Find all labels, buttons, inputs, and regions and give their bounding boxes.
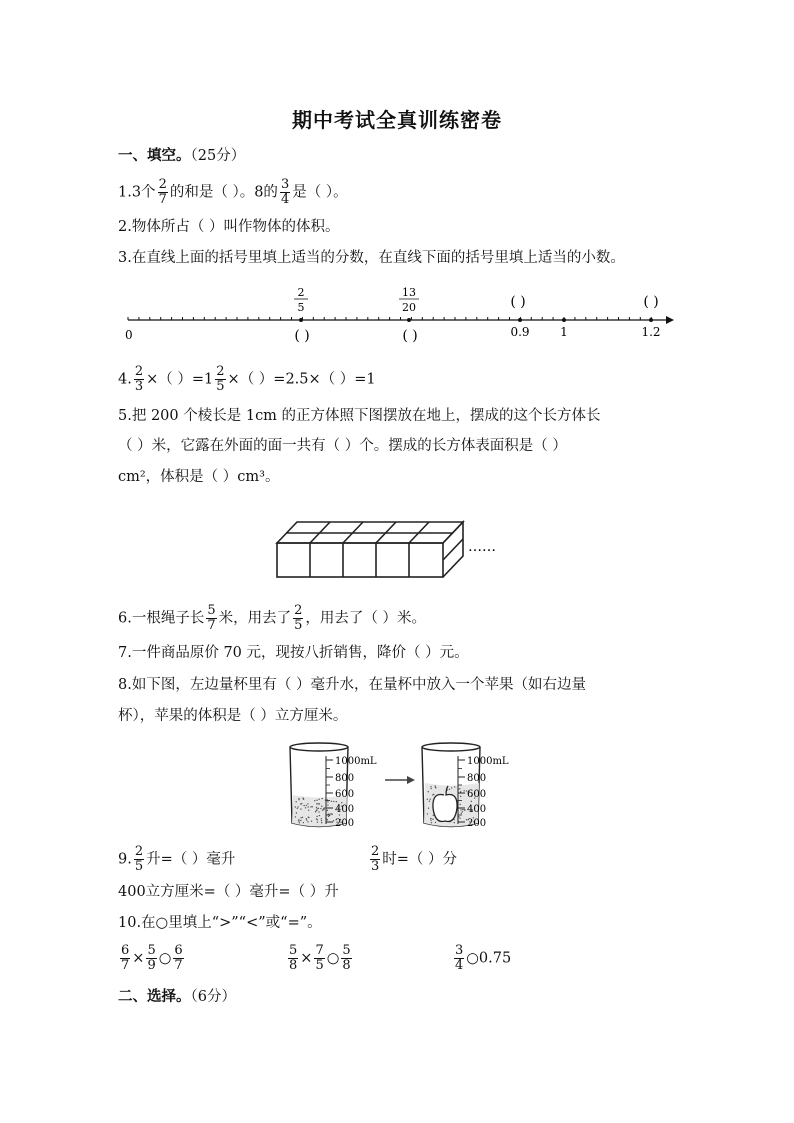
water-dot xyxy=(323,809,324,810)
water-dot xyxy=(310,806,311,807)
cube-row-figure xyxy=(270,515,530,585)
water-dot xyxy=(307,803,308,804)
water-dot xyxy=(431,822,432,823)
operator: × xyxy=(300,950,313,967)
fraction xyxy=(134,365,144,394)
water-dot xyxy=(427,799,428,800)
numerator: 3 xyxy=(455,943,464,958)
q6-text-1: 6.一根绳子长 xyxy=(118,610,205,627)
scale-label: 600 xyxy=(467,789,487,800)
water-dot xyxy=(461,813,462,814)
water-dot xyxy=(312,806,313,807)
measuring-cups-figure xyxy=(282,740,532,832)
numerator: 6 xyxy=(174,943,183,958)
water-dot xyxy=(460,796,461,797)
fraction xyxy=(173,944,183,973)
water-dot xyxy=(295,801,296,802)
water-dot xyxy=(322,809,323,810)
question-8-line-1: 8.如下图，左边量杯里有（ ）毫升水，在量杯中放入一个苹果（如右边量 xyxy=(118,677,586,693)
water-dot xyxy=(308,810,309,811)
numerator: 13 xyxy=(402,286,416,299)
water-dot xyxy=(303,805,304,806)
water-dot xyxy=(459,788,460,789)
water-dot xyxy=(317,819,318,820)
denominator: 5 xyxy=(315,958,324,973)
denominator: 7 xyxy=(207,618,216,633)
denominator: 20 xyxy=(402,301,416,314)
above-blank-2[interactable]: ( ) xyxy=(643,294,659,310)
water-dot xyxy=(327,801,328,802)
question-5-line-2: （ ）米，它露在外面的面一共有（ ）个。摆成的长方体表面积是（ ） xyxy=(118,438,567,454)
scale-label: 600 xyxy=(335,789,355,800)
water-dot xyxy=(451,787,452,788)
water-dot xyxy=(460,809,461,810)
scale-label: 400 xyxy=(335,804,355,815)
point-marker xyxy=(407,318,411,322)
water-dot xyxy=(321,820,322,821)
compare-circle[interactable]: ○ xyxy=(326,950,340,967)
water-dot xyxy=(317,821,318,822)
question-7: 7.一件商品原价 70 元，现按八折销售，降价（ ）元。 xyxy=(118,645,469,661)
water-dot xyxy=(311,821,312,822)
question-1 xyxy=(118,178,348,207)
right-measuring-cup xyxy=(422,743,509,829)
question-6 xyxy=(118,604,426,633)
question-4 xyxy=(118,365,376,394)
denominator: 5 xyxy=(216,379,225,394)
denominator: 8 xyxy=(342,958,351,973)
denominator: 3 xyxy=(371,859,380,874)
above-fraction-13-20 xyxy=(399,286,419,314)
water-dot xyxy=(316,800,317,801)
water-dot xyxy=(430,788,431,789)
below-blank-1[interactable]: ( ) xyxy=(294,328,310,344)
water-dot xyxy=(320,808,321,809)
question-5-line-1: 5.把 200 个棱长是 1cm 的正方体照下图摆放在地上，摆成的这个长方体长 xyxy=(118,408,601,424)
q9-text-2: 升=（ ）毫升 xyxy=(146,851,236,868)
fraction xyxy=(158,178,168,207)
water-dot xyxy=(319,815,320,816)
label-zero: 0 xyxy=(125,328,133,342)
water-dot xyxy=(463,790,464,791)
denominator: 9 xyxy=(147,958,156,973)
question-9-line-1b xyxy=(368,845,457,874)
numerator: 2 xyxy=(134,844,144,859)
numerator: 2 xyxy=(216,364,225,379)
water-dot xyxy=(299,822,300,823)
fraction xyxy=(293,604,303,633)
numerator: 5 xyxy=(207,603,216,618)
water-dot xyxy=(432,819,433,820)
numerator: 6 xyxy=(121,943,130,958)
question-2: 2.物体所占（ ）叫作物体的体积。 xyxy=(118,219,340,235)
denominator: 7 xyxy=(174,958,183,973)
water-dot xyxy=(298,799,299,800)
water-dot xyxy=(303,822,304,823)
water-dot xyxy=(315,811,316,812)
water-dot xyxy=(327,804,328,805)
numerator: 2 xyxy=(297,286,305,299)
fraction xyxy=(206,604,216,633)
q9-text-1: 9. xyxy=(118,851,132,868)
water-dot xyxy=(314,800,315,801)
compare-tail: ○0.75 xyxy=(466,950,512,967)
water-dot xyxy=(459,804,460,805)
water-dot xyxy=(329,813,330,814)
fraction xyxy=(341,944,351,973)
number-line xyxy=(118,282,678,352)
water-dot xyxy=(319,803,320,804)
water-dot xyxy=(297,808,298,809)
water-dot xyxy=(327,819,328,820)
comparison-2 xyxy=(286,944,354,973)
label-0-9: 0.9 xyxy=(510,325,530,339)
fraction xyxy=(288,944,298,973)
section-1-score: （25分） xyxy=(190,148,246,164)
water-dot xyxy=(430,798,431,799)
water-dot xyxy=(321,822,322,823)
fraction xyxy=(280,178,290,207)
denominator: 8 xyxy=(289,958,298,973)
q6-text-2: 米，用去了 xyxy=(218,610,292,627)
water-dot xyxy=(317,803,318,804)
water-dot xyxy=(295,806,296,807)
water-dot xyxy=(331,801,332,802)
water-dot xyxy=(430,786,431,787)
water-dot xyxy=(306,805,307,806)
above-blank-1[interactable]: ( ) xyxy=(510,294,526,310)
numerator: 3 xyxy=(280,177,290,192)
water-dot xyxy=(327,810,328,811)
q4-text-3: ×（ ）=2.5×（ ）=1 xyxy=(227,371,376,388)
point-marker xyxy=(518,318,522,322)
label-1-2: 1.2 xyxy=(641,325,661,339)
point-marker xyxy=(299,318,303,322)
question-9-line-1 xyxy=(118,845,235,874)
water-dot xyxy=(302,797,303,798)
scale-label: 1000mL xyxy=(335,756,377,767)
denominator: 3 xyxy=(134,379,144,394)
q6-text-3: ，用去了（ ）米。 xyxy=(305,610,427,627)
question-10: 10.在○里填上“>”“<”或“=”。 xyxy=(118,915,322,931)
water-dot xyxy=(430,820,431,821)
water-dot xyxy=(319,799,320,800)
section-2-title: 二、选择。 xyxy=(118,988,191,1005)
point-marker xyxy=(649,318,653,322)
water-dot xyxy=(429,801,430,802)
scale-label: 400 xyxy=(467,804,487,815)
below-blank-2[interactable]: ( ) xyxy=(402,328,418,344)
above-fraction-2-5 xyxy=(294,286,308,314)
water-dot xyxy=(307,821,308,822)
ellipsis-dots: …… xyxy=(468,539,496,555)
numerator: 2 xyxy=(371,844,380,859)
water-dot xyxy=(298,819,299,820)
fraction xyxy=(454,944,464,973)
water-dot xyxy=(462,811,463,812)
water-dot xyxy=(295,816,296,817)
water-dot xyxy=(321,818,322,819)
water-dot xyxy=(460,791,461,792)
water-dot xyxy=(433,794,434,795)
water-dot xyxy=(316,803,317,804)
water-dot xyxy=(297,806,298,807)
water-dot xyxy=(300,820,301,821)
section-1-title: 一、填空。 xyxy=(118,147,191,164)
water-dot xyxy=(300,817,301,818)
numerator: 2 xyxy=(134,364,144,379)
question-8-line-2: 杯），苹果的体积是（ ）立方厘米。 xyxy=(118,708,348,724)
water-dot xyxy=(305,807,306,808)
denominator: 4 xyxy=(455,958,464,973)
water-dot xyxy=(321,798,322,799)
question-3: 3.在直线上面的括号里填上适当的分数，在直线下面的括号里填上适当的小数。 xyxy=(118,250,625,266)
label-1: 1 xyxy=(560,325,568,339)
fraction xyxy=(314,944,324,973)
numerator: 5 xyxy=(147,943,156,958)
water-dot xyxy=(321,806,322,807)
water-dot xyxy=(300,808,301,809)
comparison-3 xyxy=(452,944,511,973)
water-dot xyxy=(428,808,429,809)
question-9-line-2: 400立方厘米=（ ）毫升=（ ）升 xyxy=(118,884,339,900)
scale-label: 800 xyxy=(467,773,487,784)
water-dot xyxy=(449,789,450,790)
water-dot xyxy=(464,809,465,810)
compare-circle[interactable]: ○ xyxy=(158,950,172,967)
q1-text-3: 是（ ）。 xyxy=(292,184,348,201)
water-dot xyxy=(316,816,317,817)
fraction xyxy=(215,365,225,394)
page-title: 期中考试全真训练密卷 xyxy=(292,108,502,132)
numerator: 2 xyxy=(158,177,167,192)
denominator: 4 xyxy=(280,192,290,207)
denominator: 5 xyxy=(297,301,305,314)
scale-label: 200 xyxy=(467,818,487,829)
scale-label: 1000mL xyxy=(467,756,509,767)
water-dot xyxy=(435,787,436,788)
water-dot xyxy=(435,785,436,786)
water-dot xyxy=(471,801,472,802)
water-dot xyxy=(462,809,463,810)
fraction xyxy=(134,845,144,874)
fraction xyxy=(120,944,130,973)
water-dot xyxy=(306,819,307,820)
section-2-score: （6分） xyxy=(190,989,236,1005)
water-dot xyxy=(433,815,434,816)
water-dot xyxy=(318,808,319,809)
water-dot xyxy=(306,818,307,819)
water-dot xyxy=(316,808,317,809)
water-dot xyxy=(333,801,334,802)
water-dot xyxy=(316,810,317,811)
water-dot xyxy=(454,822,455,823)
water-dot xyxy=(428,791,429,792)
water-dot xyxy=(336,801,337,802)
numerator: 2 xyxy=(294,603,303,618)
water-dot xyxy=(301,803,302,804)
q1-text-2: 的和是（ ）。8的 xyxy=(169,184,278,201)
numerator: 5 xyxy=(342,943,351,958)
fraction xyxy=(146,944,156,973)
water-dot xyxy=(328,816,329,817)
numerator: 7 xyxy=(315,943,324,958)
question-5-line-3: cm²，体积是（ ）cm³。 xyxy=(118,469,280,485)
water-dot xyxy=(427,813,428,814)
water-dot xyxy=(316,807,317,808)
water-dot xyxy=(454,786,455,787)
water-dot xyxy=(296,812,297,813)
numerator: 5 xyxy=(289,943,298,958)
denominator: 7 xyxy=(158,192,167,207)
q4-text-2: ×（ ）=1 xyxy=(146,371,214,388)
water-dot xyxy=(308,816,309,817)
denominator: 5 xyxy=(134,859,144,874)
water-dot xyxy=(302,817,303,818)
fraction xyxy=(370,845,380,874)
water-dot xyxy=(430,818,431,819)
water-dot xyxy=(318,811,319,812)
scale-label: 200 xyxy=(335,818,355,829)
water-dot xyxy=(435,822,436,823)
comparison-1 xyxy=(118,944,186,973)
arrow-icon xyxy=(385,776,415,784)
denominator: 5 xyxy=(294,618,303,633)
q1-text-1: 1.3个 xyxy=(118,184,156,201)
q4-text-1: 4. xyxy=(118,371,132,388)
denominator: 7 xyxy=(121,958,130,973)
water-dot xyxy=(307,806,308,807)
operator: × xyxy=(132,950,145,967)
point-marker xyxy=(562,318,566,322)
left-measuring-cup xyxy=(290,743,377,829)
q9-text-3: 时=（ ）分 xyxy=(382,851,458,868)
scale-label: 800 xyxy=(335,773,355,784)
water-dot xyxy=(459,817,460,818)
section-1-heading xyxy=(118,146,245,166)
water-dot xyxy=(331,813,332,814)
section-2-heading xyxy=(118,987,236,1007)
